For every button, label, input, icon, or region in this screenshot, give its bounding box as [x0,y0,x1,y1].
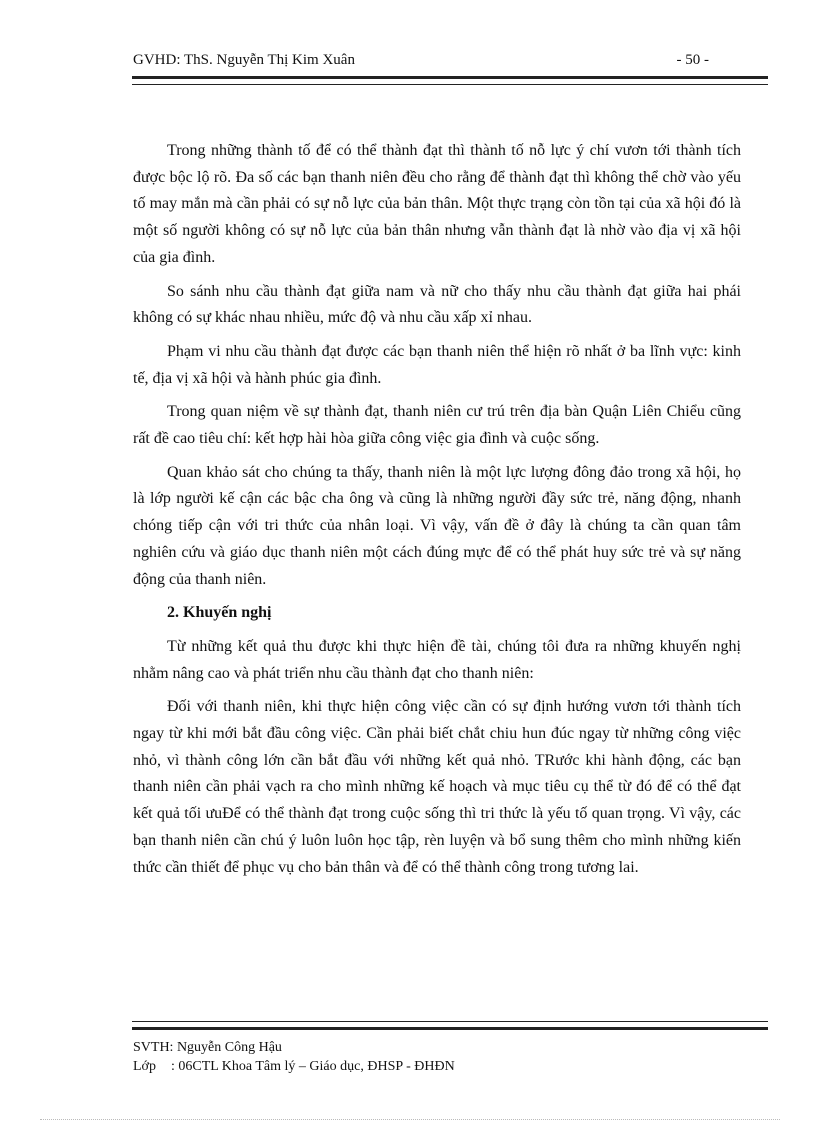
header-rule [132,76,768,85]
paragraph: So sánh nhu cầu thành đạt giữa nam và nữ cho thấy nhu cầu thành đạt giữa hai phái không có sự khác nhau nhiều, mức độ và nhu cầu xấp xỉ nhau. [133,282,741,327]
paragraph: Đối với thanh niên, khi thực hiện công việc cần có sự định hướng vươn tới thành tích ngay từ khi mới bắt đầu công việc. Cần phải biết chắt chiu hun đúc ngay từ những công việc nhỏ, vì thành công lớn cần bắt đầu với những kết quả nhỏ. TRước khi hành động, các bạn thanh niên cần phải vạch ra cho mình những kế hoạch và mục tiêu cụ thể từ đó để có thể đạt kết quả tối ưuĐể có thể thành đạt trong cuộc sống thì tri thức là yếu tố quan trọng. Vì vậy, các bạn thanh niên cần chú ý luôn luôn học tập, rèn luyện và bổ sung thêm cho mình những kiến thức cần thiết để phục vụ cho bản thân và để có thể thành công trong tương lai. [133,698,741,876]
paragraph: Từ những kết quả thu được khi thực hiện đề tài, chúng tôi đưa ra những khuyến nghị nhằm nâng cao và phát triển nhu cầu thành đạt cho thanh niên: [133,637,741,682]
footer-rule [132,1021,768,1030]
footer-class-label: Lớp [133,1059,156,1074]
page-bottom-dotted-line [40,1119,780,1120]
page-number: - 50 - [676,52,709,68]
header-advisor: GVHD: ThS. Nguyễn Thị Kim Xuân [133,52,355,68]
paragraph: Trong quan niệm về sự thành đạt, thanh niên cư trú trên địa bàn Quận Liên Chiểu cũng rất đề cao tiêu chí: kết hợp hài hòa giữa công việc gia đình và cuộc sống. [133,403,741,448]
paragraph: Trong những thành tố để có thể thành đạt thì thành tố nỗ lực ý chí vươn tới thành tích được bộc lộ rõ. Đa số các bạn thanh niên đều cho rằng để thành đạt thì không thể chờ vào yếu tố may mắn mà cần phải có sự nỗ lực của bản thân. Một thực trạng còn tồn tại của xã hội đó là một số người không có sự nỗ lực của bản thân nhưng vẫn thành đạt là nhờ vào địa vị xã hội của gia đình. [133,142,741,266]
footer-student: SVTH: Nguyễn Công Hậu [133,1040,282,1055]
paragraph: Phạm vi nhu cầu thành đạt được các bạn thanh niên thể hiện rõ nhất ở ba lĩnh vực: kinh tế, địa vị xã hội và hành phúc gia đình. [133,342,741,387]
page-footer [133,1038,733,1076]
page-header [133,52,713,74]
footer-class-value: : 06CTL Khoa Tâm lý – Giáo dục, ĐHSP - ĐHĐN [171,1059,455,1074]
section-heading: 2. Khuyến nghị [167,604,272,622]
footer-class [133,1057,733,1076]
paragraph: Quan khảo sát cho chúng ta thấy, thanh niên là một lực lượng đông đảo trong xã hội, họ là lớp người kế cận các bậc cha ông và cũng là những người đầy sức trẻ, năng động, nhanh chóng tiếp cận với tri thức của nhân loại. Vì vậy, vấn đề ở đây là chúng ta cần quan tâm nghiên cứu và giáo dục thanh niên một cách đúng mực để có thể phát huy sức trẻ và sự năng động của thanh niên. [133,463,741,588]
document-body [133,138,741,888]
